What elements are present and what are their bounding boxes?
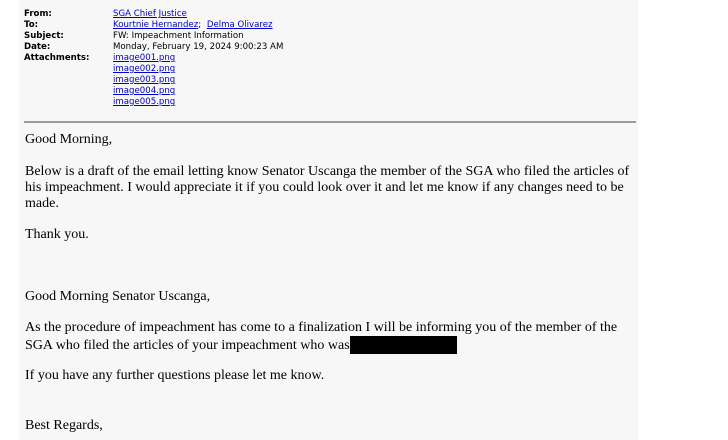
subject-value: FW: Impeachment Information: [113, 31, 244, 41]
from-row: [24, 9, 283, 20]
attachments-label: Attachments:: [24, 53, 90, 63]
quoted-paragraph: [25, 320, 635, 354]
questions-line: If you have any further questions please let me know.: [25, 368, 325, 383]
subject-row: [24, 31, 283, 42]
greeting: Good Morning,: [25, 132, 113, 147]
recipient-separator: ;: [198, 20, 202, 30]
email-header: [24, 9, 283, 108]
from-sender-link[interactable]: SGA Chief Justice: [113, 9, 187, 19]
date-label: Date:: [24, 42, 51, 52]
attachments-row: [24, 53, 283, 108]
header-divider: [24, 121, 636, 123]
from-label: From:: [24, 9, 52, 19]
to-label: To:: [24, 20, 39, 30]
quoted-greeting: Good Morning Senator Uscanga,: [25, 289, 211, 304]
attachments-list: [113, 53, 175, 108]
attachment-link[interactable]: image004.png: [113, 86, 176, 96]
attachment-link[interactable]: image001.png: [113, 53, 176, 63]
attachment-link[interactable]: image005.png: [113, 97, 176, 107]
attachment-link[interactable]: image003.png: [113, 75, 176, 85]
email-document: [19, 0, 638, 440]
date-value: Monday, February 19, 2024 9:00:23 AM: [113, 42, 284, 52]
redaction-block: [350, 336, 457, 354]
to-recipient-link[interactable]: Kourtnie Hernandez: [113, 20, 199, 30]
body-paragraph: Below is a draft of the email letting know Senator Uscanga the member of the SGA who filed the articles of his impeachment. I would appreciate it if you could look over it and let me know if any changes need to be made.: [25, 164, 630, 211]
closing-line: Best Regards,: [25, 418, 103, 433]
attachment-link[interactable]: image002.png: [113, 64, 176, 74]
quoted-paragraph-text: As the procedure of impeachment has come to a finalization I will be informing you of the member of the SGA who filed the articles of your impeachment who was: [25, 320, 618, 353]
thanks-line: Thank you.: [25, 227, 89, 242]
subject-label: Subject:: [24, 31, 64, 41]
to-row: [24, 20, 283, 31]
date-row: [24, 42, 283, 53]
to-recipient-link[interactable]: Delma Olivarez: [206, 20, 273, 30]
